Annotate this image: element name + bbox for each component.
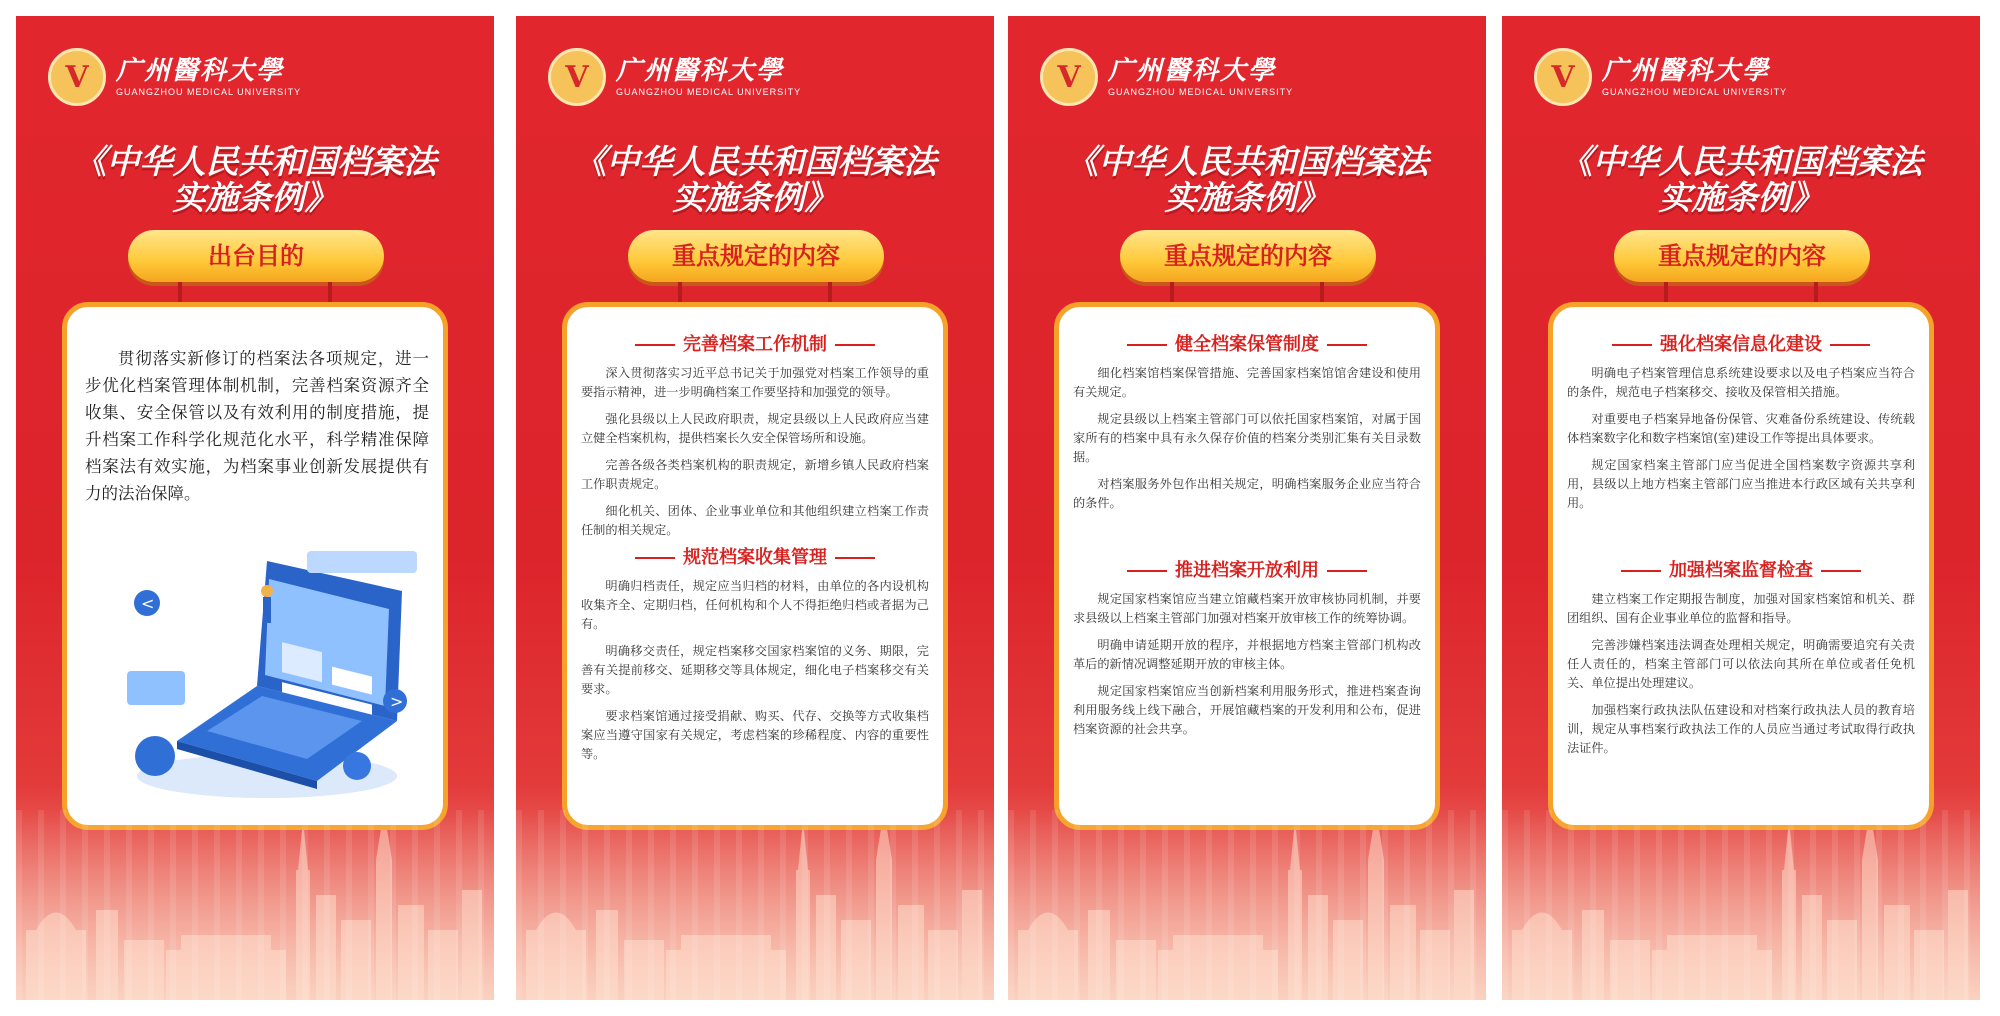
university-emblem-icon: V [1534,48,1592,106]
university-name-en: GUANGZHOU MEDICAL UNIVERSITY [116,87,302,97]
paragraph: 要求档案馆通过接受捐献、购买、代存、交换等方式收集档案应当遵守国家有关规定，考虑档案的珍稀程度、内容的重要性等。 [581,709,929,761]
paragraph: 规定国家档案主管部门应当促进全国档案数字资源共享利用，县级以上地方档案主管部门应当推进本行政区域有关共享利用。 [1567,458,1915,510]
svg-text:>: > [390,692,404,711]
section-heading: 推进档案开放利用 [1073,561,1421,580]
poster-title [1502,144,1980,216]
city-skyline-decoration [516,800,994,1000]
content-card [1548,302,1934,830]
paragraph: 建立档案工作定期报告制度，加强对国家档案馆和机关、群团组织、国有企业事业单位的监督和指导。 [1567,592,1915,625]
city-skyline-decoration [1502,800,1980,1000]
paragraph: 明确移交责任，规定档案移交国家档案馆的义务、期限，完善有关提前移交、延期移交等具体规定，细化电子档案移交有关要求。 [581,644,929,696]
section-heading: 健全档案保管制度 [1073,335,1421,354]
section-pill: 重点规定的内容 [1120,230,1376,282]
paragraph: 规定国家档案馆应当建立馆藏档案开放审核协同机制，并要求县级以上档案主管部门加强对档案开放审核工作的统筹协调。 [1073,592,1421,625]
paragraph: 规定国家档案馆应当创新档案利用服务形式，推进档案查询利用服务线上线下融合，开展馆藏档案的开发利用和公布，促进档案资源的社会共享。 [1073,684,1421,736]
poster-title [16,144,494,216]
university-name-en: GUANGZHOU MEDICAL UNIVERSITY [1602,87,1788,97]
university-logo [48,48,301,106]
title-line-1: 《中华人民共和国档案法 [1559,142,1923,181]
section-pill: 重点规定的内容 [628,230,884,282]
university-name-cn: 广州醫科大學 [116,56,285,86]
poster-purpose [16,16,494,1000]
content-card [62,302,448,830]
university-emblem-icon: V [1040,48,1098,106]
content-card [562,302,948,830]
title-line-2: 实施条例》 [672,178,838,217]
laptop-illustration [117,551,417,811]
university-name-en: GUANGZHOU MEDICAL UNIVERSITY [616,87,802,97]
title-line-1: 《中华人民共和国档案法 [73,142,437,181]
section-pill: 重点规定的内容 [1614,230,1870,282]
university-emblem-icon: V [48,48,106,106]
university-logo [548,48,801,106]
poster-title [516,144,994,216]
university-logo [1040,48,1293,106]
university-name-cn: 广州醫科大學 [1602,56,1771,86]
poster-key-provisions-3 [1502,16,1980,1000]
university-name-en: GUANGZHOU MEDICAL UNIVERSITY [1108,87,1294,97]
city-skyline-decoration [16,800,494,1000]
paragraph: 明确归档责任，规定应当归档的材料，由单位的各内设机构收集齐全、定期归档，任何机构和个人不得拒绝归档或者据为己有。 [581,579,929,631]
section-pill: 出台目的 [128,230,384,282]
title-line-2: 实施条例》 [1164,178,1330,217]
title-line-2: 实施条例》 [1658,178,1824,217]
svg-text:<: < [141,594,155,613]
poster-title [1008,144,1486,216]
title-line-1: 《中华人民共和国档案法 [573,142,937,181]
paragraph: 明确电子档案管理信息系统建设要求以及电子档案应当符合的条件，规范电子档案移交、接收及保管相关措施。 [1567,366,1915,399]
purpose-text: 贯彻落实新修订的档案法各项规定，进一步优化档案管理体制机制，完善档案资源齐全收集、安全保管以及有效利用的制度措施，提升档案工作科学化规范化水平，科学精准保障档案法有效实施，为档案事业创新发展提供有力的法治保障。 [85,349,429,503]
paragraph: 细化档案馆档案保管措施、完善国家档案馆馆舍建设和使用有关规定。 [1073,366,1421,399]
paragraph: 强化县级以上人民政府职责，规定县级以上人民政府应当建立健全档案机构，提供档案长久安全保管场所和设施。 [581,412,929,445]
section-heading: 强化档案信息化建设 [1567,335,1915,354]
paragraph: 对档案服务外包作出相关规定，明确档案服务企业应当符合的条件。 [1073,477,1421,510]
paragraph: 完善各级各类档案机构的职责规定，新增乡镇人民政府档案工作职责规定。 [581,458,929,491]
paragraph: 深入贯彻落实习近平总书记关于加强党对档案工作领导的重要指示精神，进一步明确档案工作要坚持和加强党的领导。 [581,366,929,399]
paragraph: 明确申请延期开放的程序，并根据地方档案主管部门机构改革后的新情况调整延期开放的审核主体。 [1073,638,1421,671]
university-logo [1534,48,1787,106]
poster-key-provisions-2 [1008,16,1486,1000]
university-name-cn: 广州醫科大學 [616,56,785,86]
section-heading: 规范档案收集管理 [581,548,929,567]
university-emblem-icon: V [548,48,606,106]
section-heading: 加强档案监督检查 [1567,561,1915,580]
paragraph: 细化机关、团体、企业事业单位和其他组织建立档案工作责任制的相关规定。 [581,504,929,537]
title-line-2: 实施条例》 [172,178,338,217]
title-line-1: 《中华人民共和国档案法 [1065,142,1429,181]
paragraph: 规定县级以上档案主管部门可以依托国家档案馆，对属于国家所有的档案中具有永久保存价值的档案分类别汇集有关目录数据。 [1073,412,1421,464]
paragraph: 对重要电子档案异地备份保管、灾难备份系统建设、传统载体档案数字化和数字档案馆(室)建设工作等提出具体要求。 [1567,412,1915,445]
content-card [1054,302,1440,830]
section-heading: 完善档案工作机制 [581,335,929,354]
poster-key-provisions-1 [516,16,994,1000]
university-name-cn: 广州醫科大學 [1108,56,1277,86]
paragraph: 加强档案行政执法队伍建设和对档案行政执法人员的教育培训，规定从事档案行政执法工作的人员应当通过考试取得行政执法证件。 [1567,703,1915,755]
city-skyline-decoration [1008,800,1486,1000]
paragraph: 完善涉嫌档案违法调查处理相关规定，明确需要追究有关责任人责任的，档案主管部门可以依法向其所在单位或者任免机关、单位提出处理建议。 [1567,638,1915,690]
